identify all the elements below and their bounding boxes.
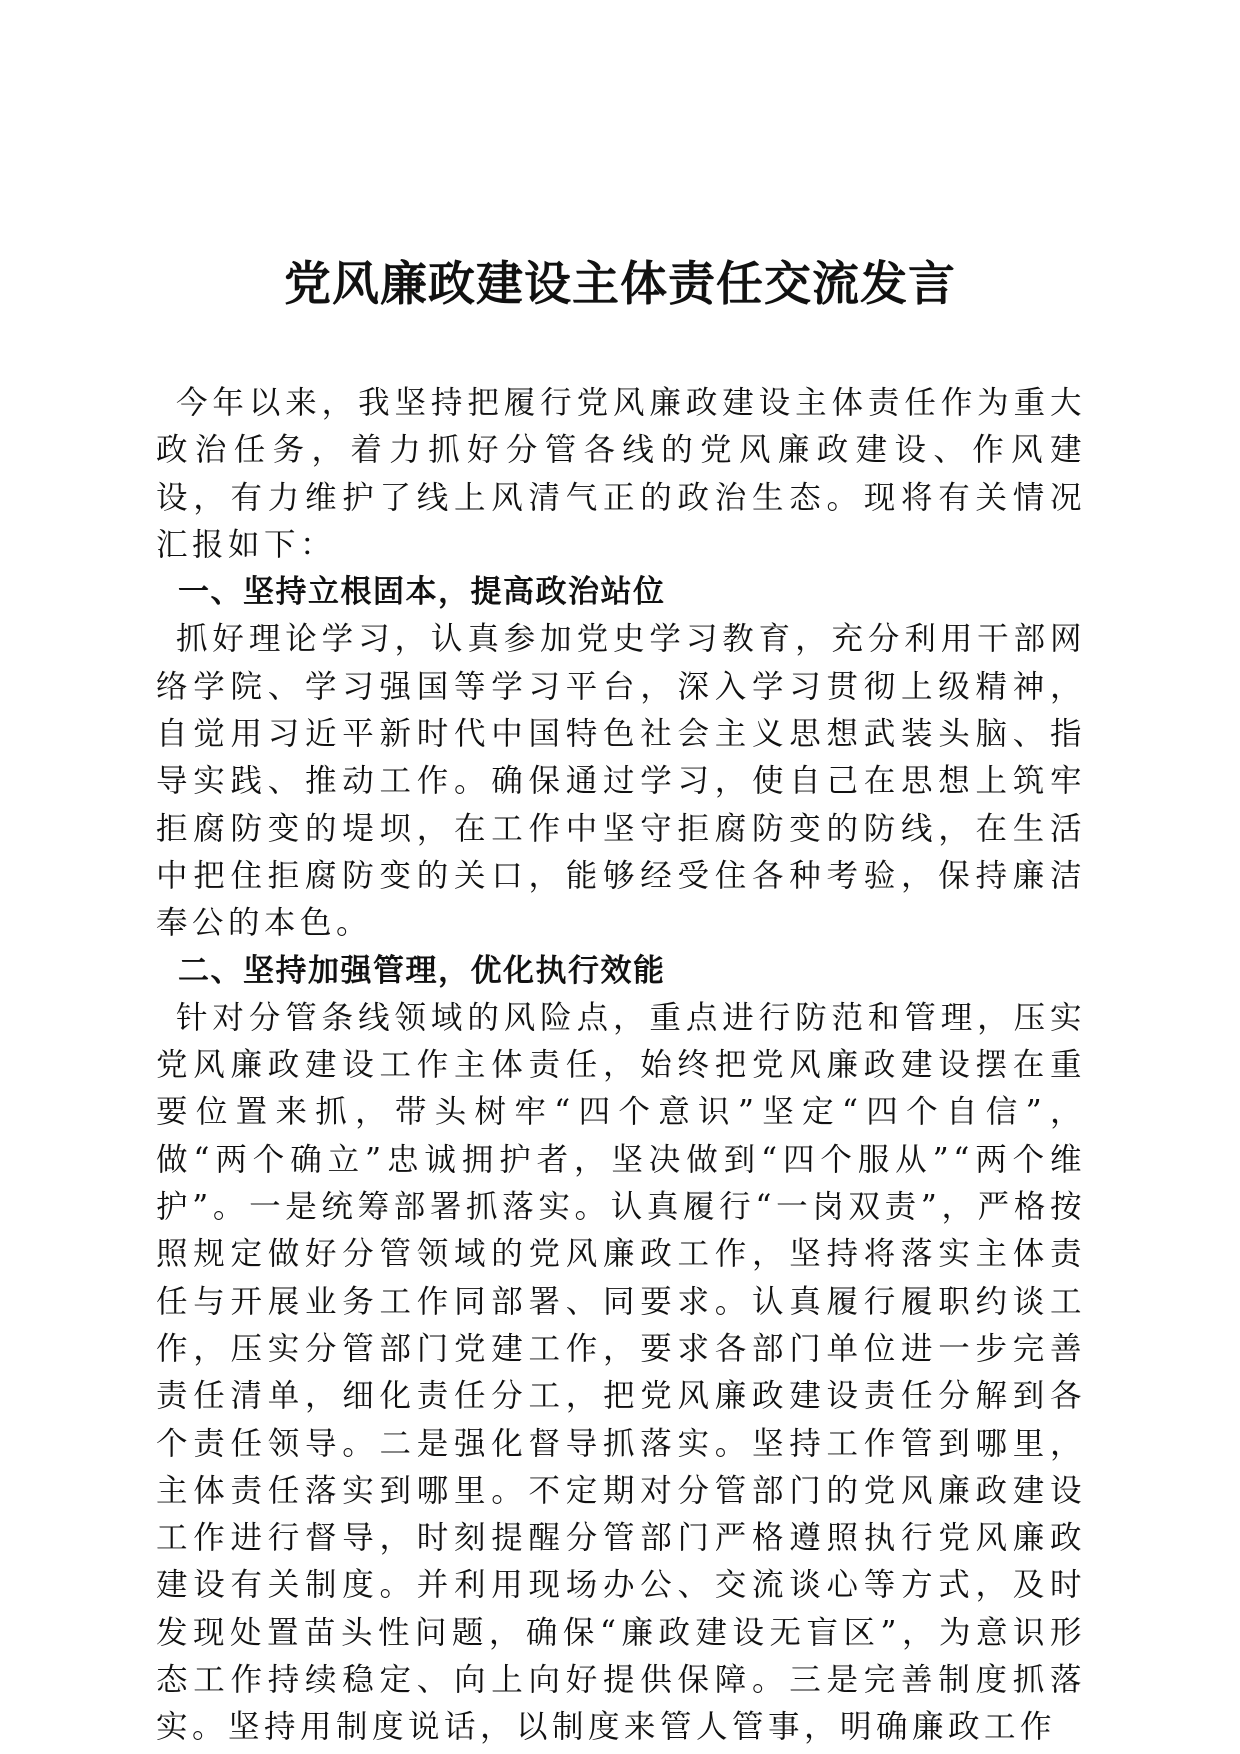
section-paragraph-1: 抓好理论学习，认真参加党史学习教育，充分利用干部网络学院、学习强国等学习平台，深入学习贯彻上级精神，自觉用习近平新时代中国特色社会主义思想武装头脑、指导实践、推动工作。确保通过学习，使自己在思想上筑牢拒腐防变的堤坝，在工作中坚守拒腐防变的防线，在生活中把住拒腐防变的关口，能够经受住各种考验，保持廉洁奉公的本色。 bbox=[156, 621, 1086, 942]
section-heading-2: 二、坚持加强管理，优化执行效能 bbox=[178, 952, 666, 989]
document-title: 党风廉政建设主体责任交流发言 bbox=[284, 257, 956, 312]
section-paragraph-2: 针对分管条线领域的风险点，重点进行防范和管理，压实党风廉政建设工作主体责任，始终把党风廉政建设摆在重要位置来抓，带头树牢“四个意识”坚定“四个自信”，做“两个确立”忠诚拥护者，坚决做到“四个服从”“两个维护”。一是统筹部署抓落实。认真履行“一岗双责”，严格按照规定做好分管领域的党风廉政工作，坚持将落实主体责任与开展业务工作同部署、同要求。认真履行履职约谈工作，压实分管部门党建工作，要求各部门单位进一步完善责任清单，细化责任分工，把党风廉政建设责任分解到各个责任领导。二是强化督导抓落实。坚持工作管到哪里，主体责任落实到哪里。不定期对分管部门的党风廉政建设工作进行督导，时刻提醒分管部门严格遵照执行党风廉政建设有关制度。并利用现场办公、交流谈心等方式，及时发现处置苗头性问题，确保“廉政建设无盲区”，为意识形态工作持续稳定、向上向好提供保障。三是完善制度抓落实。坚持用制度说话，以制度来管人管事，明确廉政工作 bbox=[156, 999, 1086, 1746]
document-body bbox=[156, 380, 1086, 1752]
section-heading-1: 一、坚持立根固本，提高政治站位 bbox=[178, 574, 666, 611]
intro-paragraph: 今年以来，我坚持把履行党风廉政建设主体责任作为重大政治任务，着力抓好分管各线的党风廉政建设、作风建设，有力维护了线上风清气正的政治生态。现将有关情况汇报如下： bbox=[156, 385, 1086, 563]
